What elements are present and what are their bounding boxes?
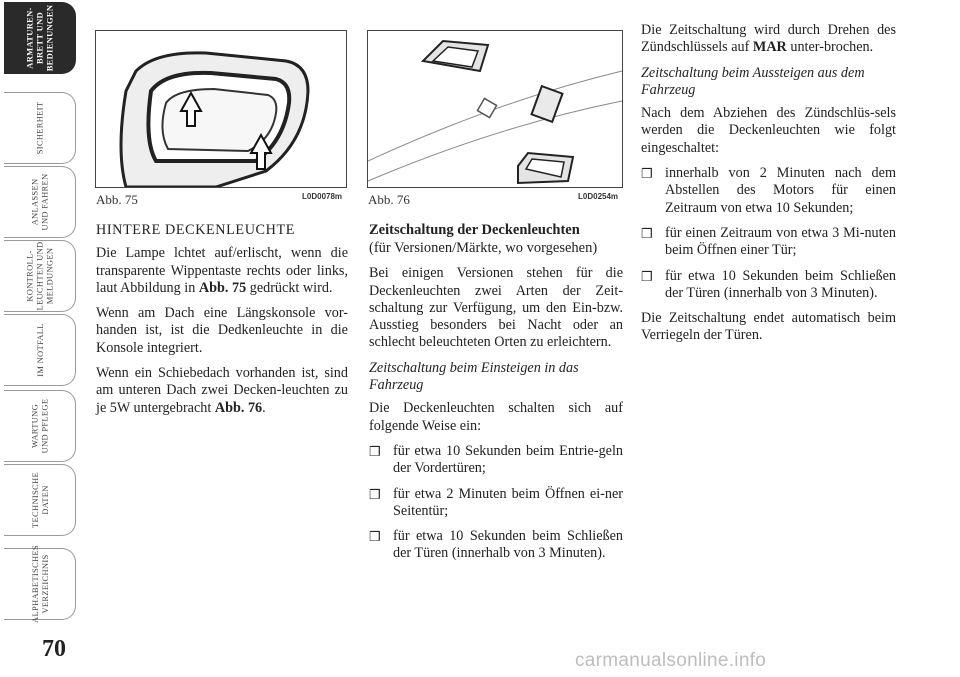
paragraph: Nach dem Abziehen des Zündschlüs-sels werden die Deckenleuchten wie folgt eingeschaltet:	[641, 105, 896, 156]
watermark-text: carmanualsonline.info	[575, 650, 767, 671]
tab-label: ALPHABETISCHES VERZEICHNIS	[29, 545, 50, 623]
paragraph: Die Zeitschaltung wird durch Drehen des Zündschlüssels auf MAR unter-brochen.	[641, 22, 896, 56]
tab-label: ARMATUREN- BRETT UND BEDIENUNGEN	[24, 4, 55, 72]
tab-label: IM NOTFALL	[34, 323, 45, 377]
tab-technische-daten[interactable]	[4, 464, 76, 536]
tab-wartung[interactable]	[4, 390, 76, 462]
subheading: (für Versionen/Märkte, wo vorgesehen)	[369, 240, 598, 257]
rear-ceiling-lamp-illustration	[96, 31, 346, 187]
tab-verzeichnis[interactable]	[4, 545, 76, 623]
roof-lamps-illustration	[368, 31, 622, 187]
list-item: ❒ für etwa 10 Sekunden beim Schließen der Türen (innerhalb von 3 Minuten).	[369, 528, 623, 563]
tab-label: ANLASSEN UND FAHREN	[29, 173, 50, 231]
figure-75-code: L0D0078m	[302, 192, 343, 201]
list-item: ❒ für etwa 2 Minuten beim Öffnen ei-ner Seitentür;	[369, 486, 623, 521]
tab-armaturenbrett[interactable]	[4, 2, 76, 74]
column-2	[369, 222, 623, 571]
figure-76-caption: Abb. 76	[368, 192, 410, 207]
tab-sicherheit[interactable]	[4, 92, 76, 164]
chapter-sidebar	[0, 0, 78, 677]
list-item: ❒ für etwa 10 Sekunden beim Schließen der Türen (innerhalb von 3 Minuten).	[641, 268, 896, 303]
paragraph: Bei einigen Versionen stehen für die Deckenleuchten zwei Arten der Zeit-schaltung zur Verfügung, um den Ein-bzw. Ausstieg besonders bei Nacht oder an schlecht beleuchteten Orten zu erleichtern.	[369, 265, 623, 351]
figure-ref: Abb. 75	[198, 279, 247, 296]
paragraph: Die Deckenleuchten schalten sich auf folgende Weise ein:	[369, 400, 623, 434]
figure-75-caption: Abb. 75	[96, 192, 138, 207]
page-number: 70	[42, 636, 66, 662]
list-item: ❒ innerhalb von 2 Minuten nach dem Abstellen des Motors für einen Zeitraum von etwa 10 Sekunden;	[641, 165, 896, 217]
tab-anlassen[interactable]	[4, 166, 76, 238]
tab-label: TECHNISCHE DATEN	[29, 472, 50, 528]
figure-76-image	[367, 30, 623, 188]
figure-76-code: L0D0254m	[578, 192, 619, 201]
figure-75-image	[95, 30, 347, 188]
italic-heading: Zeitschaltung beim Einsteigen in das Fahrzeug	[369, 359, 579, 394]
tab-label: KONTROLL- LEUCHTEN UND MELDUNGEN	[24, 241, 55, 311]
section-heading: Zeitschaltung der Deckenleuchten	[369, 222, 580, 238]
paragraph: Die Lampe lchtet auf/erlischt, wenn die transparente Wippentaste rechts oder links, laut Abbildung in Abb. 75 gedrückt wird.	[96, 245, 348, 296]
tab-label: SICHERHEIT	[34, 101, 45, 155]
tab-notfall[interactable]	[4, 314, 76, 386]
section-heading: HINTERE DECKENLEUCHTE	[96, 222, 295, 238]
paragraph: Wenn am Dach eine Längskonsole vor-handen ist, ist die Dedkenleuchte in die Konsole integriert.	[96, 305, 348, 356]
paragraph: Die Zeitschaltung endet automatisch beim Verriegeln der Türen.	[641, 310, 896, 344]
paragraph: Wenn ein Schiebedach vorhanden ist, sind am unteren Dach zwei Decken-leuchten zu je 5W untergebracht Abb. 76.	[96, 365, 348, 416]
column-1	[96, 222, 348, 425]
list-item: ❒ für etwa 10 Sekunden beim Entrie-geln der Vordertüren;	[369, 443, 623, 478]
column-3	[641, 22, 896, 353]
italic-heading: Zeitschaltung beim Aussteigen aus dem Fahrzeug	[641, 64, 865, 98]
bold-term: MAR	[752, 39, 787, 56]
tab-label: WARTUNG UND PFLEGE	[29, 398, 50, 454]
figure-ref: Abb. 76	[214, 399, 263, 416]
list-item: ❒ für einen Zeitraum von etwa 3 Mi-nuten beim Öffnen einer Tür;	[641, 225, 896, 260]
tab-kontrollleuchten[interactable]	[4, 240, 76, 312]
